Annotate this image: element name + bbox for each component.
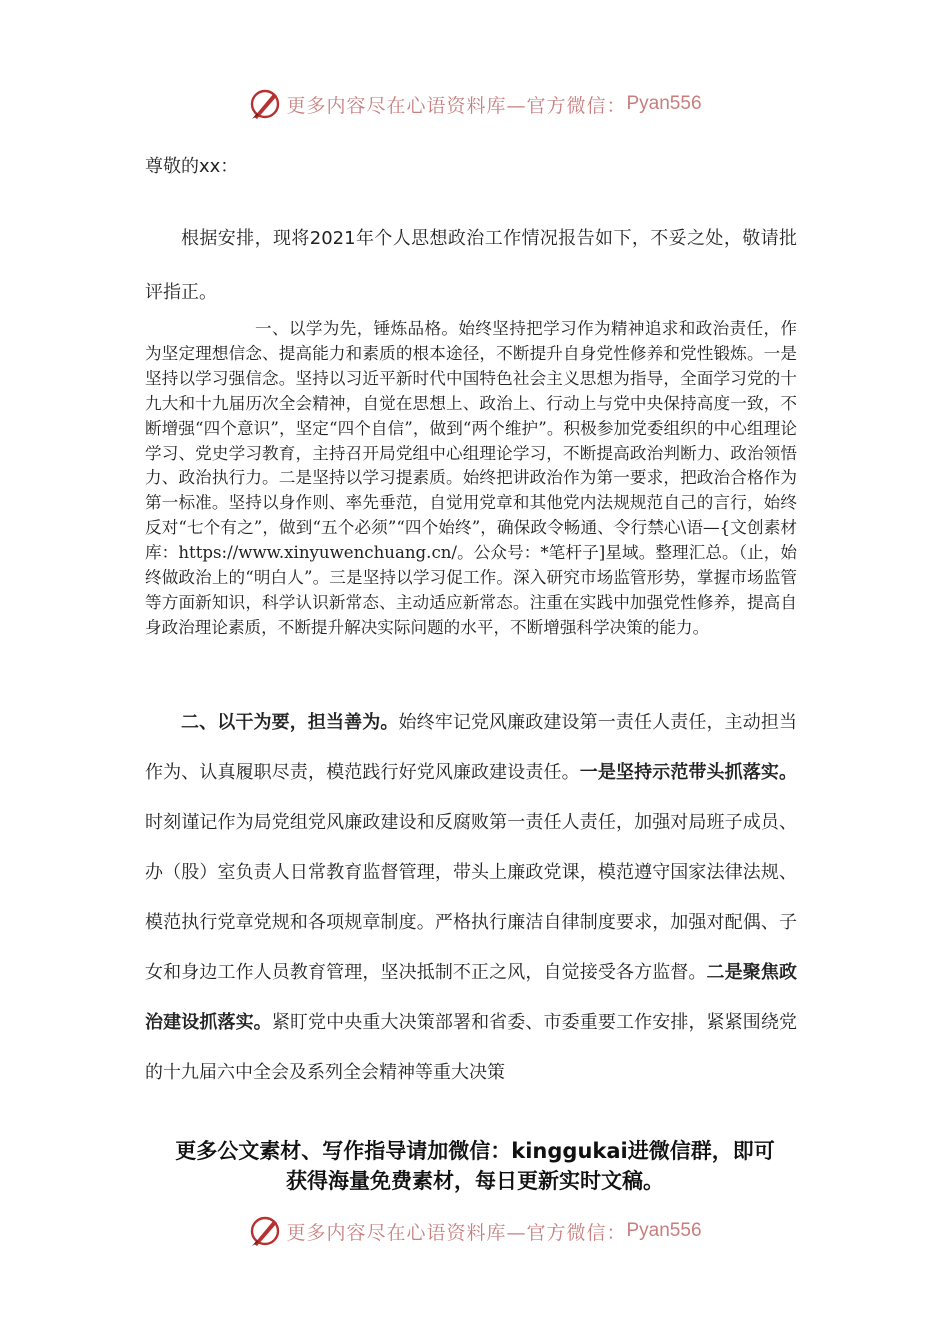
promo-banner — [120, 1136, 830, 1196]
watermark-text: 更多内容尽在心语资料库—官方微信： — [286, 1221, 627, 1244]
watermark-text: 更多内容尽在心语资料库—官方微信： — [286, 94, 627, 117]
pen-logo-icon — [248, 87, 282, 121]
section-two-text-2: 时刻谨记作为局党组党风廉政建设和反腐败第一责任人责任，加强对局班子成员、办（股）室负责人日常教育监督管理，带头上廉政党课，模范遵守国家法律法规、模范执行党章党规和各项规章制度。严格执行廉洁自律制度要求，加强对配偶、子女和身边工作人员教育管理，坚决抵制不正之风，自觉接受各方监督。 — [145, 812, 797, 983]
intro-paragraph: 根据安排，现将2021年个人思想政治工作情况报告如下，不妥之处，敬请批评指正。 — [145, 228, 797, 303]
footer-watermark — [0, 1211, 950, 1251]
promo-line-1: 更多公文素材、写作指导请加微信：kinggukai进微信群，即可 — [175, 1139, 775, 1163]
salutation: 尊敬的xx： — [145, 156, 239, 177]
watermark-wechat: Pyan556 — [626, 93, 702, 114]
watermark-wechat: Pyan556 — [626, 1220, 702, 1241]
section-two-text-1: 始终牢记党风廉政建设第一责任人责任，主动担当作为、认真履职尽责，模范践行好党风廉政建设责任。 — [145, 712, 797, 783]
header-watermark — [0, 84, 950, 124]
promo-line-2: 获得海量免费素材，每日更新实时文稿。 — [286, 1169, 664, 1193]
section-one-paragraph: 一、以学为先，锤炼品格。始终坚持把学习作为精神追求和政治责任，作为坚定理想信念、提高能力和素质的根本途径，不断提升自身党性修养和党性锻炼。一是坚持以学习强信念。坚持以习近平新时代中国特色社会主义思想为指导，全面学习党的十九大和十九届历次全会精神，自觉在思想上、政治上、行动上与党中央保持高度一致，不断增强“四个意识”，坚定“四个自信”，做到“两个维护”。积极参加党委组织的中心组理论学习、党史学习教育，主持召开局党组中心组理论学习，不断提高政治判断力、政治领悟力、政治执行力。二是坚持以学习提素质。始终把讲政治作为第一要求，把政治合格作为第一标准。坚持以身作则、率先垂范，自觉用党章和其他党内法规规范自己的言行，始终反对“七个有之”，做到“五个必须”“四个始终”，确保政令畅通、令行禁心\语—{文创素材库：https://www.xinyuwenchuang.cn/。公众号：*笔杆子]星域。整理汇总。（止，始终做政治上的“明白人”。三是坚持以学习促工作。深入研究市场监管形势，掌握市场监管等方面新知识，科学认识新常态、主动适应新常态。注重在实践中加强党性修养，提高自身政治理论素质，不断提升解决实际问题的水平，不断增强科学决策的能力。 — [145, 319, 797, 637]
section-two-heading: 二、以干为要，担当善为。 — [181, 712, 399, 733]
pen-logo-icon — [248, 1214, 282, 1248]
point-one-heading: 一是坚持示范带头抓落实。 — [579, 762, 798, 783]
point-two-heading: 二是聚焦政治建设抓落实。 — [145, 962, 798, 1033]
section-two-text-3: 紧盯党中央重大决策部署和省委、市委重要工作安排，紧紧围绕党的十九届六中全会及系列全会精神等重大决策 — [145, 1012, 798, 1083]
section-two-paragraph — [145, 698, 797, 1098]
